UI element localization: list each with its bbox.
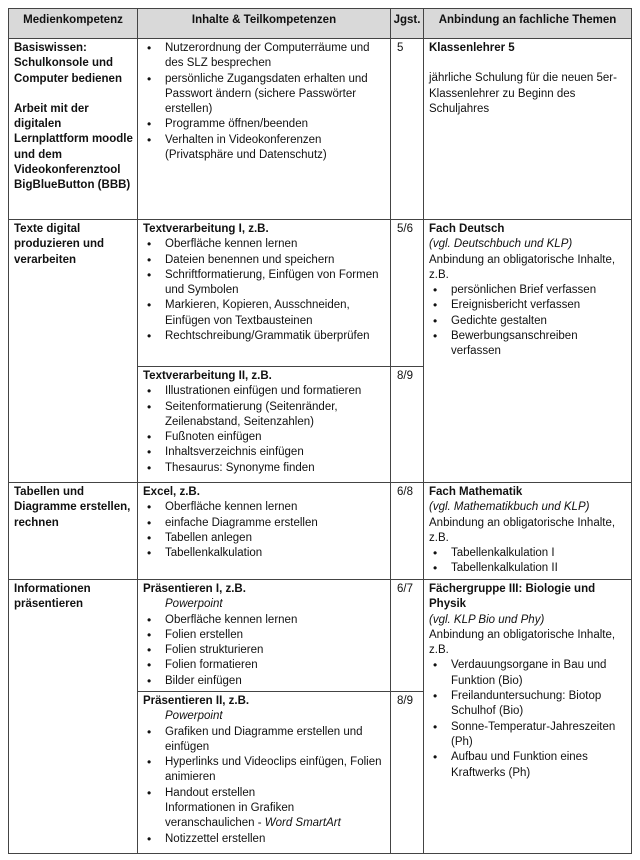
list-item: • Nutzerordnung der Computerräume und des SLZ besprechen <box>143 41 386 72</box>
link-reference: (vgl. Mathematikbuch und KLP) <box>429 501 590 514</box>
list-item: • Aufbau und Funktion eines Kraftwerks (Ph) <box>429 750 627 781</box>
grade-cell: 5 <box>390 38 424 220</box>
list-item: • Gedichte gestalten <box>429 314 627 329</box>
list-item: • Inhaltsverzeichnis einfügen <box>143 445 386 460</box>
link-title: Klassenlehrer 5 <box>429 42 515 54</box>
section-title: Excel, z.B. <box>143 486 200 498</box>
list-item: • Seitenformatierung (Seitenränder, Zeilenabstand, Seitenzahlen) <box>143 400 386 431</box>
list-item: • Folien strukturieren <box>143 643 386 658</box>
list-item: • Programme öffnen/beenden <box>143 117 386 132</box>
list-item: • Oberfläche kennen lernen <box>143 613 386 628</box>
continuation-text: Informationen in Grafiken veranschaulichen - <box>165 802 295 830</box>
list-item: • Verdauungsorgane in Bau und Funktion (Bio) <box>429 658 627 689</box>
content-textverarbeitung-2 <box>137 366 391 483</box>
link-reference: (vgl. KLP Bio und Phy) <box>429 613 545 626</box>
list-item: • Tabellen anlegen <box>143 531 386 546</box>
content-praesentieren-1 <box>137 579 391 692</box>
header-medienkompetenz: Medienkompetenz <box>8 8 138 39</box>
section-title: Textverarbeitung II, z.B. <box>143 370 272 382</box>
competence-praesentieren <box>8 579 138 854</box>
content-praesentieren-2 <box>137 691 391 854</box>
content-textverarbeitung-1 <box>137 219 391 367</box>
competence-tabellen <box>8 482 138 580</box>
list-item: • Illustrationen einfügen und formatieren <box>143 384 386 399</box>
list-item: • Notizzettel erstellen <box>143 832 386 847</box>
content-excel <box>137 482 391 580</box>
list-item: • Handout erstellen <box>143 786 386 801</box>
list-item: • Folien formatieren <box>143 658 386 673</box>
list-item: • Tabellenkalkulation I <box>429 546 627 561</box>
competence-title: Informationen präsentieren <box>14 583 91 611</box>
link-biologie-physik <box>423 579 632 854</box>
link-text: jährliche Schulung für die neuen 5er-Klassenlehrer zu Beginn des Schuljahres <box>429 72 617 115</box>
link-text: Anbindung an obligatorische Inhalte, z.B. <box>429 516 616 544</box>
grade-cell: 8/9 <box>390 366 424 483</box>
grade-cell: 6/7 <box>390 579 424 692</box>
list-item: • Markieren, Kopieren, Ausschneiden, Einfügen von Textbausteinen <box>143 298 386 329</box>
list-item: • Thesaurus: Synonyme finden <box>143 461 386 476</box>
section-title: Präsentieren I, z.B. <box>143 583 246 595</box>
competence-basiswissen <box>8 38 138 220</box>
header-jgst: Jgst. <box>390 8 424 39</box>
competence-title: Texte digital produzieren und verarbeiten <box>14 223 105 266</box>
competence-title: Tabellen und Diagramme erstellen, rechnen <box>14 486 131 529</box>
list-item: • persönliche Zugangsdaten erhalten und Passwort ändern (sichere Passwörter erstellen) <box>143 72 386 118</box>
continuation-program: Word SmartArt <box>264 817 341 830</box>
list-item: • Dateien benennen und speichern <box>143 253 386 268</box>
curriculum-table <box>8 8 632 854</box>
list-item: • Ereignisbericht verfassen <box>429 298 627 313</box>
list-item: • Oberfläche kennen lernen <box>143 237 386 252</box>
grade-cell: 8/9 <box>390 691 424 854</box>
list-item: • Grafiken und Diagramme erstellen und einfügen <box>143 725 386 756</box>
section-title: Textverarbeitung I, z.B. <box>143 223 269 235</box>
competence-subtitle: Arbeit mit der digitalen Lernplattform moodle und dem Videokonferenztool BigBlueButton (BBB) <box>14 102 133 192</box>
link-deutsch <box>423 219 632 483</box>
link-title: Fach Deutsch <box>429 223 505 235</box>
list-item: • Schriftformatierung, Einfügen von Formen und Symbolen <box>143 268 386 299</box>
link-mathematik <box>423 482 632 580</box>
list-item: • einfache Diagramme erstellen <box>143 516 386 531</box>
program-name: Powerpoint <box>165 598 223 611</box>
list-item: • persönlichen Brief verfassen <box>429 283 627 298</box>
competence-title: Basiswissen: Schulkonsole und Computer bedienen <box>14 42 122 85</box>
list-item: • Tabellenkalkulation <box>143 546 386 561</box>
grade-cell: 6/8 <box>390 482 424 580</box>
header-inhalte: Inhalte & Teilkompetenzen <box>137 8 391 39</box>
link-text: Anbindung an obligatorische Inhalte, z.B. <box>429 628 616 657</box>
list-item: • Folien erstellen <box>143 628 386 643</box>
list-item: • Hyperlinks und Videoclips einfügen, Folien animieren <box>143 755 386 786</box>
list-item: • Sonne-Temperatur-Jahreszeiten (Ph) <box>429 720 627 751</box>
link-title: Fächergruppe III: Biologie und Physik <box>429 583 596 611</box>
link-klassenlehrer <box>423 38 632 220</box>
header-anbindung: Anbindung an fachliche Themen <box>423 8 632 39</box>
list-item: • Fußnoten einfügen <box>143 430 386 445</box>
list-item: • Rechtschreibung/Grammatik überprüfen <box>143 329 386 344</box>
link-title: Fach Mathematik <box>429 486 523 498</box>
program-name: Powerpoint <box>165 710 223 723</box>
content-basiswissen <box>137 38 391 220</box>
list-item: • Bilder einfügen <box>143 674 386 689</box>
link-reference: (vgl. Deutschbuch und KLP) <box>429 238 573 251</box>
section-title: Präsentieren II, z.B. <box>143 695 250 707</box>
list-item-continuation <box>143 801 386 832</box>
list-item: • Bewerbungsanschreiben verfassen <box>429 329 627 360</box>
list-item: • Verhalten in Videokonferenzen (Privatsphäre und Datenschutz) <box>143 133 386 164</box>
grade-cell: 5/6 <box>390 219 424 367</box>
list-item: • Tabellenkalkulation II <box>429 561 627 576</box>
list-item: • Oberfläche kennen lernen <box>143 500 386 515</box>
list-item: • Freilanduntersuchung: Biotop Schulhof (Bio) <box>429 689 627 720</box>
link-text: Anbindung an obligatorische Inhalte, z.B. <box>429 253 616 281</box>
competence-texte <box>8 219 138 483</box>
